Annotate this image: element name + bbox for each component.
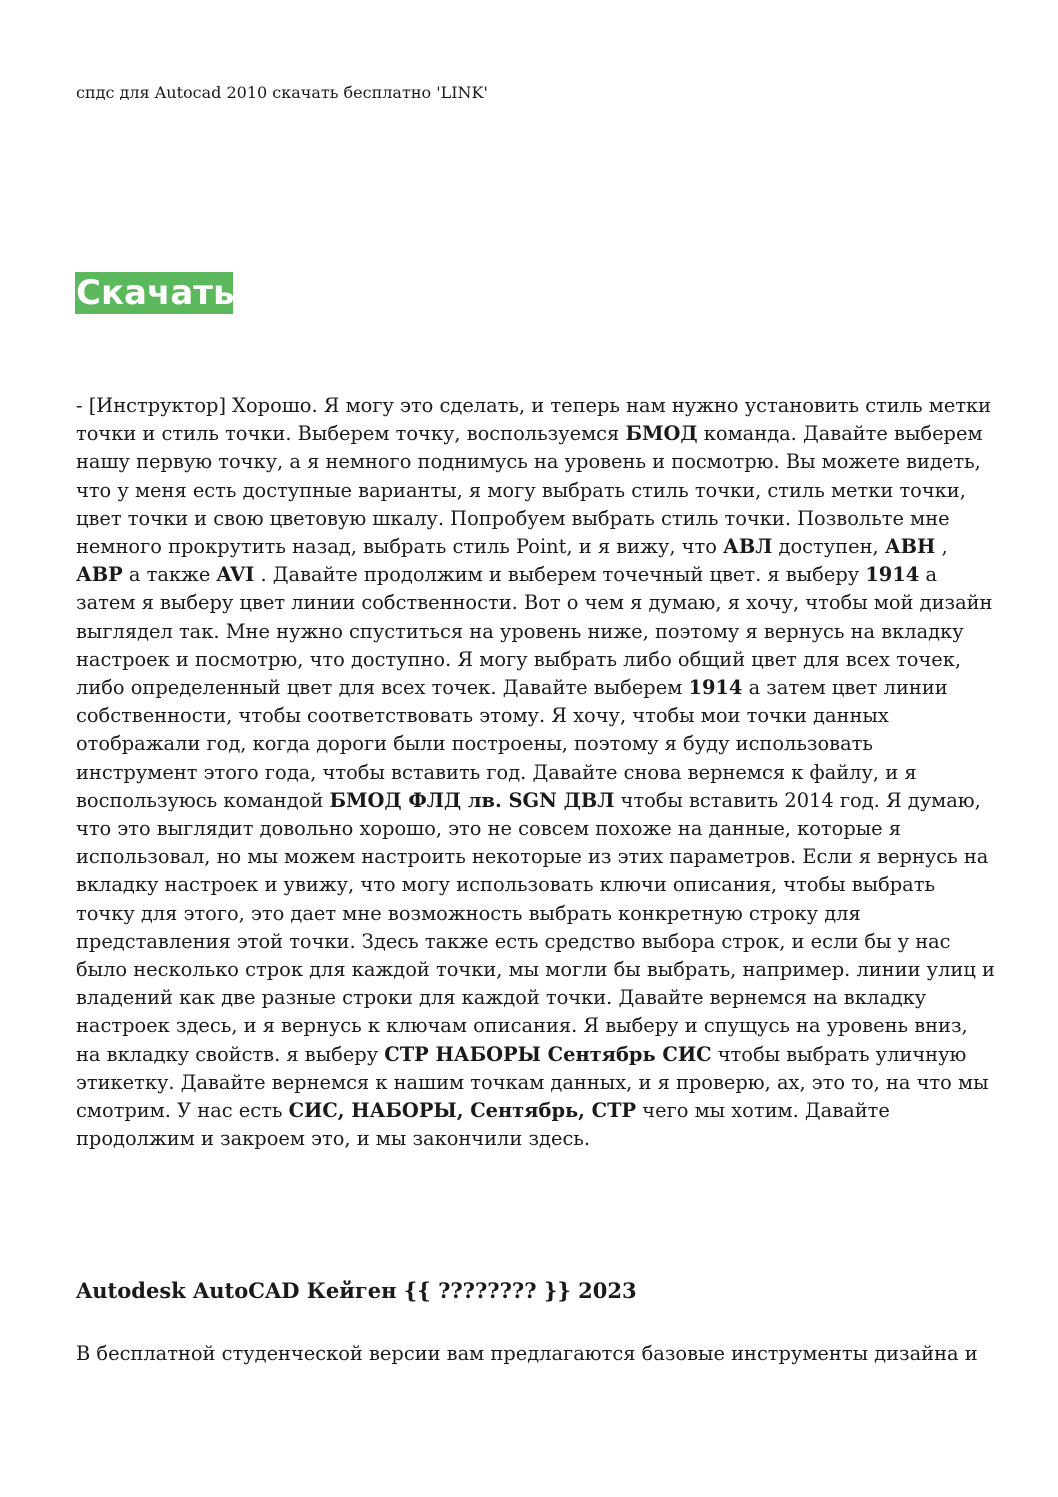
bold-term: АВН [884,535,936,559]
text-run: - [Инструктор] Хорошо. Я могу это сделать, и теперь нам нужно установить стиль метки точки и стиль точки. Выберем точку, воспользуемся [76,394,992,446]
section-paragraph: В бесплатной студенческой версии вам предлагаются базовые инструменты дизайна и [76,1342,978,1365]
section-heading: Autodesk AutoCAD Кейген {{ ???????? }} 2023 [76,1278,637,1303]
text-run: чтобы вставить 2014 год. Я думаю, что это выглядит довольно хорошо, это не совсем похоже на данные, которые я использовал, но мы можем настроить некоторые из этих параметров. Если я вернусь на вкладку настроек и увижу, что могу использовать ключи описания, чтобы выбрать точку для этого, это дает мне возможность выбрать конкретную строку для представления этой точки. Здесь также есть средство выбора строк, и если бы у нас было несколько строк для каждой точки, мы могли бы выбрать, например. линии улиц и владений как две разные строки для каждой точки. Давайте вернемся на вкладку настроек здесь, и я вернусь к ключам описания. Я выберу и спущусь на уровень вниз, на вкладку свойств. я выберу [76,788,995,1066]
bold-term: СТР НАБОРЫ Сентябрь СИС [384,1042,712,1066]
text-run: доступен, [772,535,885,559]
text-run: команда. Давайте выберем нашу первую точку, а я немного поднимусь на уровень и посмотрю. Вы можете видеть, что у меня есть доступные варианты, я могу выбрать стиль точки, стиль метки точки, цвет точки и свою цветовую шкалу. Попробуем выбрать стиль точки. Позвольте мне немного прокрутить назад, выбрать стиль Point, и я вижу, что [76,422,983,559]
text-run: чтобы выбрать уличную этикетку. Давайте вернемся к нашим точкам данных, и я проверю, ах, это то, на что мы смотрим. У нас есть [76,1042,989,1123]
text-run: а затем я выберу цвет линии собственности. Вот о чем я думаю, я хочу, чтобы мой дизайн выглядел так. Мне нужно спуститься на уровень ниже, поэтому я вернусь на вкладку настроек и посмотрю, что доступно. Я могу выбрать либо общий цвет для всех точек, либо определенный цвет для всех точек. Давайте выберем [76,563,993,700]
article-paragraph [76,392,996,1153]
text-run: а также [122,563,217,587]
bold-term: БМОД [625,422,698,446]
bold-term: 1914 [865,563,920,587]
bold-term: АВЛ [723,535,773,559]
text-run: . Давайте продолжим и выберем точечный цвет. я выберу [254,563,866,587]
bold-term: СИС, НАБОРЫ, Сентябрь, СТР [288,1099,637,1123]
text-run: чего мы хотим. Давайте продолжим и закроем это, и мы закончили здесь. [76,1099,890,1151]
bold-term: БМОД ФЛД лв. SGN ДВЛ [329,788,615,812]
text-run: , [935,535,948,559]
bold-term: АВР [76,563,123,587]
download-button[interactable]: Скачать [76,273,235,313]
text-run: а затем цвет линии собственности, чтобы соответствовать этому. Я хочу, чтобы мои точки данных отображали год, когда дороги были построены, поэтому я буду использовать инструмент этого года, чтобы вставить год. Давайте снова вернемся к файлу, и я воспользуюсь командой [76,676,948,812]
bold-term: 1914 [688,676,743,700]
bold-term: AVI [216,563,255,587]
document-title-line: спдс для Autocad 2010 скачать бесплатно 'LINK' [76,83,488,102]
